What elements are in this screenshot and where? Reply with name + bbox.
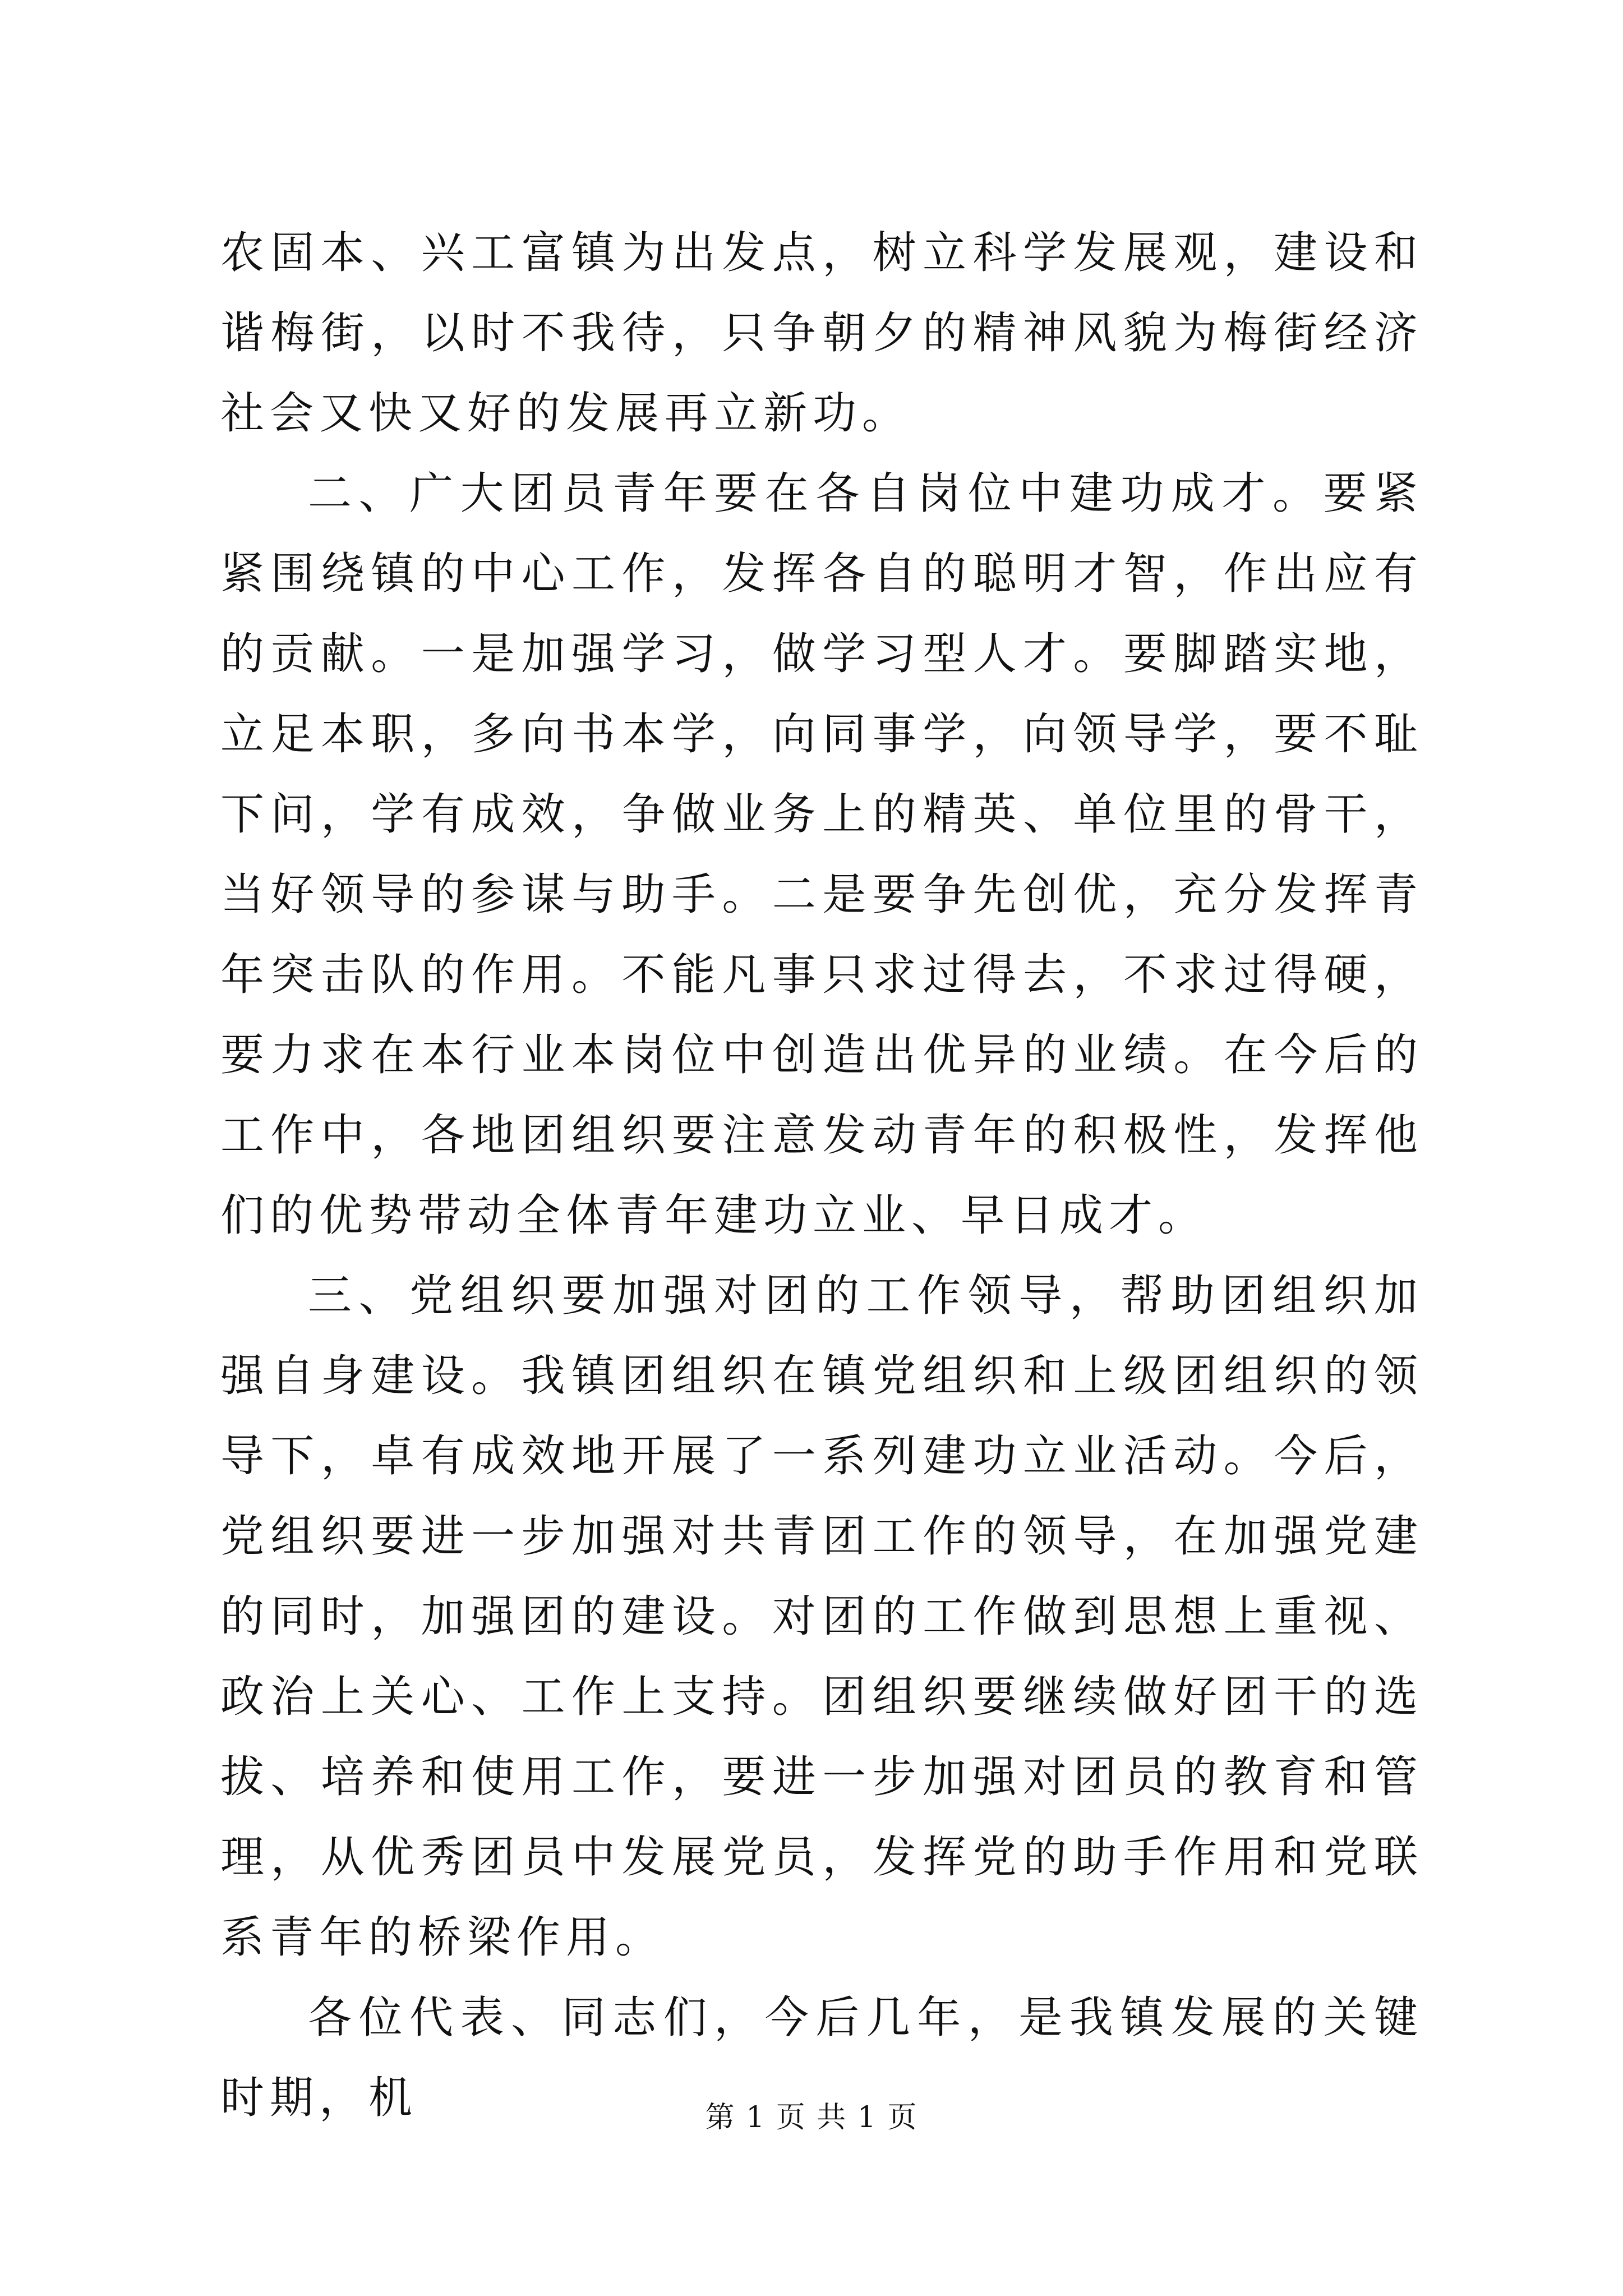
paragraph-section-two: 二、广大团员青年要在各自岗位中建功成才。要紧紧围绕镇的中心工作，发挥各自的聪明才智，作出应有的贡献。一是加强学习，做学习型人才。要脚踏实地，立足本职，多向书本学，向同事学，向领导学，要不耻下问，学有成效，争做业务上的精英、单位里的骨干，当好领导的参谋与助手。二是要争先创优，充分发挥青年突击队的作用。不能凡事只求过得去，不求过得硬，要力求在本行业本岗位中创造出优异的业绩。在今后的工作中，各地团组织要注意发动青年的积极性，发挥他们的优势带动全体青年建功立业、早日成才。 xyxy=(220,468,1423,1241)
document-body xyxy=(220,213,1423,2138)
paragraph-section-three: 三、党组织要加强对团的工作领导，帮助团组织加强自身建设。我镇团组织在镇党组织和上级团组织的领导下，卓有成效地开展了一系列建功立业活动。今后，党组织要进一步加强对共青团工作的领导，在加强党建的同时，加强团的建设。对团的工作做到思想上重视、政治上关心、工作上支持。团组织要继续做好团干的选拔、培养和使用工作，要进一步加强对团员的教育和管理，从优秀团员中发展党员，发挥党的助手作用和党联系青年的桥梁作用。 xyxy=(220,1271,1423,1963)
paragraph-continued: 农固本、兴工富镇为出发点，树立科学发展观，建设和谐梅街，以时不我待，只争朝夕的精神风貌为梅街经济社会又快又好的发展再立新功。 xyxy=(220,228,1423,439)
paragraph-closing: 各位代表、同志们，今后几年，是我镇发展的关键时期，机 xyxy=(220,1993,1423,2123)
page-footer: 第 1 页 共 1 页 xyxy=(705,2101,918,2134)
